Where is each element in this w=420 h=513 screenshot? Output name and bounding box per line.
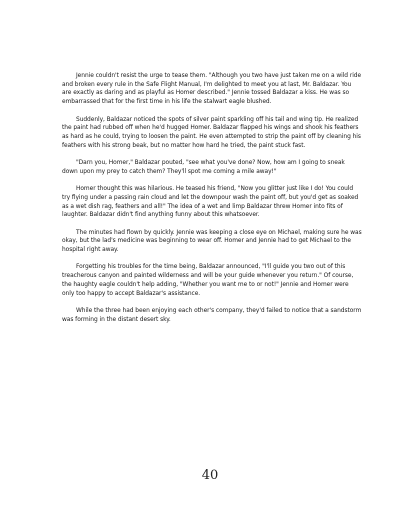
paragraph-6: Forgetting his troubles for the time being, Baldazar announced, "I'll guide you two out of this treacherous canyon and painted wilderness and will be your guide whenever you return." Of course, the haughty eagle couldn't help adding, "Whether you want me to or not!" Jennie and Homer were only too happy to accept Baldazar's assistance.	[62, 264, 354, 297]
paragraph-5: The minutes had flown by quickly. Jennie was keeping a close eye on Michael, making sure he was okay, but the lad's medicine was beginning to wear off. Homer and Jennie had to get Michael to the hospital right away.	[62, 229, 362, 253]
body-text	[62, 72, 362, 333]
paragraph-4: Homer thought this was hilarious. He teased his friend, "Now you glitter just like I do! You could try flying under a passing rain cloud and let the downpour wash the paint off, but you'd get as soaked as a wet dish rag, feathers and all!" The idea of a wet and limp Baldazar threw Homer into fits of laughter. Baldazar didn't find anything funny about this whatsoever.	[62, 186, 359, 219]
paragraph-7: While the three had been enjoying each other's company, they'd failed to notice that a sandstorm was forming in the distant desert sky.	[62, 307, 362, 323]
paragraph-2: Suddenly, Baldazar noticed the spots of silver paint sparkling off his tail and wing tip. He realized the paint had rubbed off when he'd hugged Homer. Baldazar flapped his wings and shook his feathers as hard as he could, trying to loosen the paint. He even attempted to strip the paint off by cleaning his feathers with his strong beak, but no matter how hard he tried, the paint stuck fast.	[62, 116, 361, 149]
paragraph-3: "Darn you, Homer," Baldazar pouted, "see what you've done? Now, how am I going to sneak down upon my prey to catch them? They'll spot me coming a mile away!"	[62, 160, 345, 175]
page-number: 40	[201, 468, 219, 483]
paragraph-1: Jennie couldn't resist the urge to tease them. "Although you two have just taken me on a wild ride and broken every rule in the Safe Flight Manual, I'm delighted to meet you at last, Mr. Baldazar. You are exactly as daring and as playful as Homer described." Jennie tossed Baldazar a kiss. He was so embarrassed that for the first time in his life the stalwart eagle blushed.	[62, 73, 362, 106]
